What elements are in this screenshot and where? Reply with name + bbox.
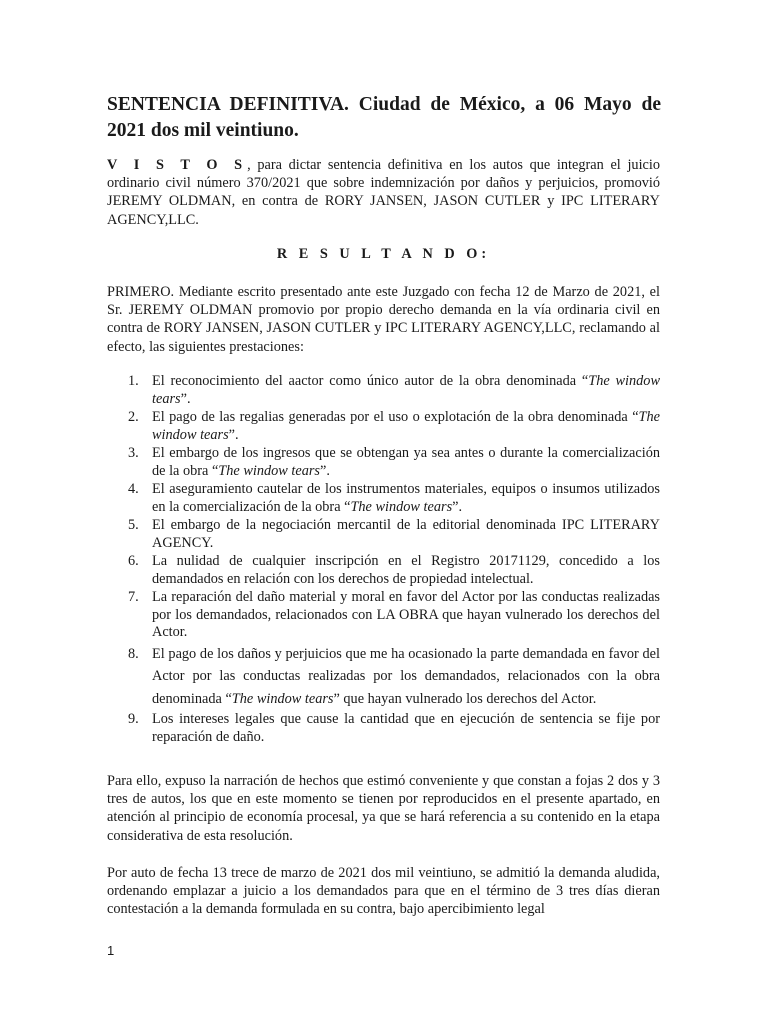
- list-item-number: 5.: [128, 517, 139, 533]
- list-item: 5. El embargo de la negociación mercantil de la editorial denominada IPC LITERARY AGENCY.: [128, 517, 660, 551]
- vistos-paragraph: [107, 156, 660, 229]
- list-item-number: 6.: [128, 553, 139, 569]
- document-title: SENTENCIA DEFINITIVA. Ciudad de México, a 06 Mayo de 2021 dos mil veintiuno.: [107, 94, 661, 141]
- list-item-number: 3.: [128, 445, 139, 461]
- resultando-heading: R E S U L T A N D O:: [276, 246, 491, 262]
- list-item-number: 7.: [128, 589, 139, 605]
- vistos-label: V I S T O S: [107, 157, 248, 173]
- list-item: 4. El aseguramiento cautelar de los instrumentos materiales, equipos o insumos utilizados en la comercialización de la obra “The window tears”.: [128, 481, 660, 515]
- primero-paragraph: PRIMERO. Mediante escrito presentado ante este Juzgado con fecha 12 de Marzo de 2021, el Sr. JEREMY OLDMAN promovio por propio derecho demanda en la vía ordinaria civil en contra de RORY JANSEN, JASON CUTLER y IPC LITERARY AGENCY,LLC, reclamando al efecto, las siguientes prestaciones:: [107, 284, 660, 355]
- list-item-number: 4.: [128, 481, 139, 497]
- list-item-number: 1.: [128, 373, 139, 389]
- list-item: 8. El pago de los daños y perjuicios que me ha ocasionado la parte demandada en favor del Actor por las conductas realizadas por los demandados, relacionados con la obra denominada “The window tears” que hayan vulnerado los derechos del Actor.: [122, 643, 660, 711]
- list-item: 6. La nulidad de cualquier inscripción en el Registro 20171129, concedido a los demandados en relación con los derechos de propiedad intelectual.: [128, 553, 660, 587]
- vistos-text: , para dictar sentencia definitiva en los autos que integran el juicio ordinario civil número 370/2021 que sobre indemnización por daños y perjuicios, promovió JEREMY OLDMAN, en contra de RORY JANSEN, JASON CUTLER y IPC LITERARY AGENCY,LLC.: [107, 157, 661, 228]
- list-item: 1. El reconocimiento del aactor como único autor de la obra denominada “The window tears”.: [128, 373, 660, 407]
- list-item: 2. El pago de las regalias generadas por el uso o explotación de la obra denominada “The window tears”.: [128, 409, 660, 443]
- prestaciones-list: [122, 373, 660, 747]
- list-item-number: 8.: [128, 645, 139, 662]
- page-number: 1: [107, 943, 115, 958]
- por-auto-paragraph: Por auto de fecha 13 trece de marzo de 2021 dos mil veintiuno, se admitió la demanda aludida, ordenando emplazar a juicio a los demandados para que en el término de 3 tres días dieran contestación a la demanda formulada en su contra, bajo apercibimiento legal: [107, 865, 660, 918]
- list-item: 3. El embargo de los ingresos que se obtengan ya sea antes o durante la comercialización de la obra “The window tears”.: [128, 445, 660, 479]
- list-item-number: 9.: [128, 710, 139, 727]
- list-item-number: 2.: [128, 409, 139, 425]
- list-item: 9. Los intereses legales que cause la cantidad que en ejecución de sentencia se fije por reparación de daño.: [128, 710, 660, 745]
- para-ello-paragraph: Para ello, expuso la narración de hechos que estimó conveniente y que constan a fojas 2 dos y 3 tres de autos, los que en este momento se tienen por reproducidos en el presente apartado, en atención al principio de economía procesal, ya que se hará referencia a su contenido en la etapa considerativa de esta resolución.: [107, 773, 660, 844]
- list-item: 7. La reparación del daño material y moral en favor del Actor por las conductas realizadas por los demandados, relacionados con LA OBRA que hayan vulnerado los derechos del Actor.: [128, 589, 660, 641]
